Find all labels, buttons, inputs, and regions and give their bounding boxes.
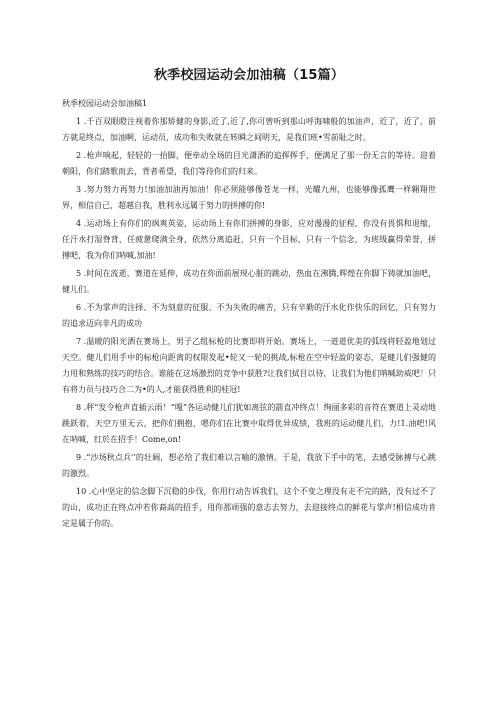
paragraph-number: 5 bbox=[76, 269, 82, 278]
paragraph bbox=[62, 484, 436, 532]
paragraph bbox=[62, 148, 436, 180]
paragraph bbox=[62, 114, 436, 146]
paragraph-text: .运动场上有你们的飒爽英姿，运动场上有你们拼搏的身影，应对漫漫的征程，你没有畏惧和退缩，任汗水打湿脊背，任疲惫爬满全身，依然分离追赶，只有一个目标，只有一个信念，为班级赢得荣誉，拼搏吧，我为你们呐喊,加油! bbox=[62, 219, 437, 260]
paragraph-text: .枪声响起，轻轻的一抬脚，便牵动全场的目光潇洒的追挥挥手，便满足了那一份无言的等待。迎着朝阳，你们踏歌而去，背者希望，我们等待你们的归来。 bbox=[62, 151, 437, 176]
paragraph bbox=[62, 450, 436, 482]
paragraph-text: .秤”发令枪声直插云雨！“嘎”各运动健儿们犹如离弦的箭直冲终点！绚丽多彩的音符在赛道上灵动地跳跃着，天空万里无云，把你们拥抱，嗯你们在比赛中取得优异成绩，我班的运动健儿们，力!1.油吧!风在呐喊，红於在招手！Come,on! bbox=[62, 403, 436, 444]
paragraph-list bbox=[62, 114, 436, 532]
paragraph-text: .“沙场秋点兵'’的壮阔，想必给了我们难以言喻的激情。于是，我放下手中的笔，去感受脉搏与心跳的激烈。 bbox=[62, 453, 436, 478]
paragraph-text: .心中坚定的信念脚下沉稳的步伐，你用行动告诉我们，这个不变之理没有走不完的路，没有过不了的山，成功正在终点冲若你裔高的招手，用你那顽强的意志去努力，去迎接终点的鲜花与掌声!相信成功肯定是属于你的。 bbox=[62, 487, 436, 528]
paragraph bbox=[62, 182, 436, 214]
paragraph bbox=[62, 300, 436, 332]
paragraph-text: .不为掌声的注择、不为刻意的征服、不为失败的痛苦，只有辛勤的汗水化作快乐的回忆，只有努力的追求迈向非凡的成功 bbox=[62, 303, 437, 328]
paragraph-number: 3 bbox=[76, 185, 82, 194]
paragraph bbox=[62, 334, 436, 398]
paragraph-number: 9 bbox=[76, 453, 82, 462]
paragraph-number: 1 bbox=[76, 117, 82, 126]
paragraph-text: .温暖的阳光洒在赛场上，男子乙组标枪的比赛即将开始。赛场上，一道道优美的弧线将轻盈地划过天空。健儿们用手中的标枪向距离的权限发起•轮又一轮的挑战,标枪在空中轻盈的姿态，是健儿们强健的力用和熟练的技巧的结合。谁能在这场激烈的竞争中获胜?让我们拭目以待，让我们为他们呐喊助威吧！只有将力员与技巧合二为•的人,才能获得胜利的桂冠! bbox=[62, 337, 437, 394]
paragraph-number: 2 bbox=[76, 151, 82, 160]
document-subtitle: 秋季校园运动会加油稿1 bbox=[62, 99, 148, 108]
paragraph-text: .时间在流逝，赛道在延伸，成功在你面前展现心脏的跳动，热血在沸腾,辉煌在你脚下铸就加油吧，健儿们。 bbox=[62, 269, 436, 294]
paragraph-number: 7 bbox=[76, 337, 82, 346]
paragraph bbox=[62, 400, 436, 448]
document-title: 秋季校园运动会加油稿（15篇） bbox=[153, 68, 345, 83]
paragraph-number: 10 bbox=[76, 487, 87, 496]
paragraph-text: .千百双眼瞪注视着你那矫健的身影,近了,近了,你可曾听到那山呼海啸般的加油声，近了，近了，前方就是终点，加油啊，运动员，成功和失败就在转瞬之间明天，是我们班•雪前耻之时。 bbox=[62, 117, 437, 142]
paragraph bbox=[62, 266, 436, 298]
paragraph-number: 4 bbox=[76, 219, 82, 228]
paragraph bbox=[62, 216, 436, 264]
paragraph-number: 8 bbox=[76, 403, 82, 412]
paragraph-number: 6 bbox=[76, 303, 82, 312]
paragraph-text: .努力努力再努力!加油加油再加油！你必须能够像苍龙一样，光耀九州，也能够像孤鹰一样翱翔世界，相信自己，超越自我，胜利永远属于努力的拼搏的你! bbox=[62, 185, 436, 210]
